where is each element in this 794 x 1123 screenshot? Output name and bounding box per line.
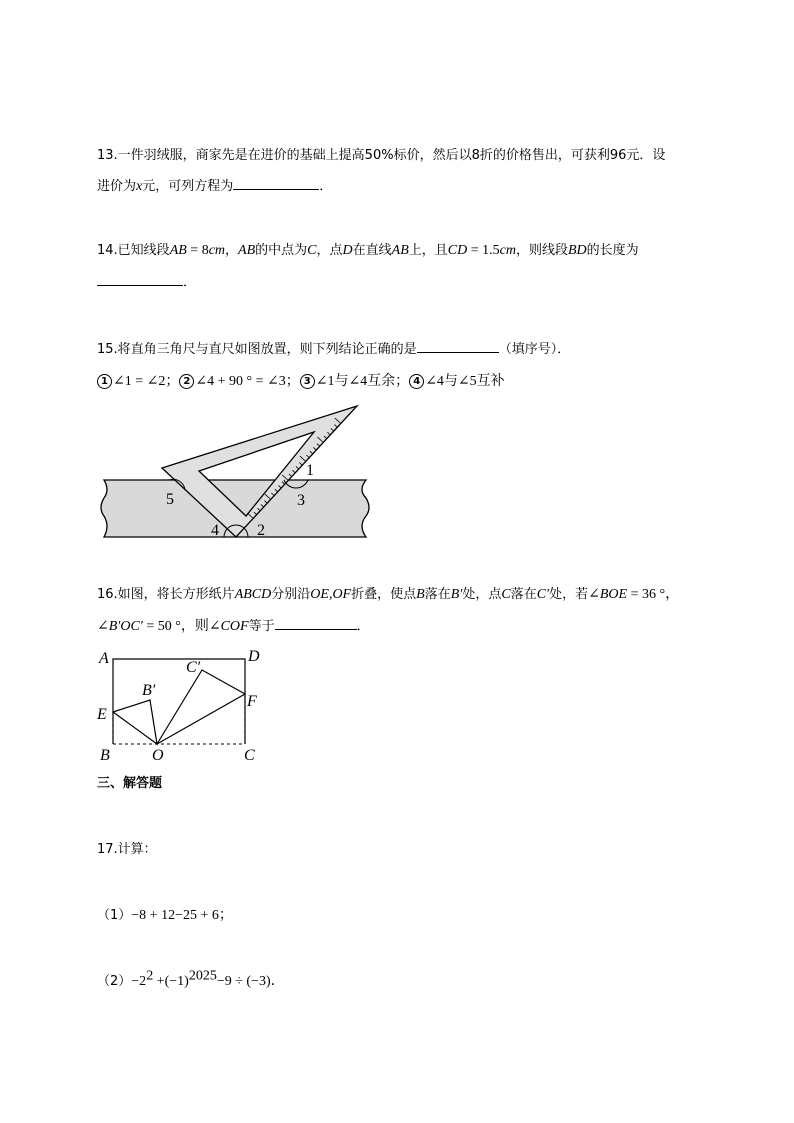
part-label: （1） [97, 908, 132, 923]
q16-math: ∠BOE [588, 587, 628, 602]
option-text: ∠4与∠5互补 [425, 374, 505, 389]
q16-text: 16.如图，将长方形纸片 [97, 587, 235, 602]
q14-math: D [342, 243, 353, 258]
q14-math: AB [238, 243, 256, 258]
q16-text: 处，点 [462, 587, 502, 602]
point-label-c-prime: C′ [186, 659, 201, 676]
q13-text: 元，可列方程为 [142, 179, 234, 194]
q14-text: 的长度为 [586, 243, 639, 258]
q13-text: 进价为 [97, 179, 137, 194]
answer-blank [97, 273, 183, 286]
exponent: 2 [146, 968, 154, 984]
q14-text: ， [225, 243, 239, 258]
point-label-f: F [247, 693, 257, 710]
q16-math: ∠COF [208, 619, 249, 634]
q14-line1 [97, 241, 639, 261]
point-label-b: B [100, 747, 110, 764]
option-text: ∠4 + 90 ° = ∠3； [195, 374, 300, 389]
part-label: （2） [97, 974, 132, 989]
point-label-d: D [248, 648, 260, 665]
q15-options [97, 372, 505, 392]
expression: −2 [131, 974, 147, 989]
q16-math: B′ [450, 587, 463, 602]
q15-text: 15.将直角三角尺与直尺如图放置，则下列结论正确的是 [97, 342, 417, 357]
q14-unit: cm [208, 243, 226, 258]
q16-math: ABCD [234, 587, 272, 602]
q16-text: 落在 [510, 587, 537, 602]
option-number: 4 [409, 374, 424, 389]
expression: −9 ÷ (−3)． [216, 974, 285, 989]
q14-math: = 8 [186, 243, 209, 258]
q16-math: = 50 °，则 [142, 619, 209, 634]
q16-math: OF [332, 587, 352, 602]
q16-text: 落在 [424, 587, 451, 602]
folded-flap-right [157, 670, 245, 744]
q16-text: 折叠，使点 [351, 587, 417, 602]
section-title: 三、解答题 [97, 776, 163, 791]
point-label-a: A [99, 650, 109, 667]
q14-text: ，则线段 [515, 243, 568, 258]
option-text: ∠1 = ∠2； [113, 374, 180, 389]
q13-line2 [97, 177, 332, 197]
angle-label-5: 5 [166, 491, 174, 508]
exponent: 2025 [188, 968, 217, 984]
option-text: ∠1与∠4互余； [315, 374, 410, 389]
q14-math: CD [447, 243, 468, 258]
q14-math: AB [169, 243, 187, 258]
folded-rectangle-figure [94, 645, 270, 767]
q14-line2 [97, 273, 196, 293]
q14-math: AB [391, 243, 409, 258]
ruler-triangle-figure [96, 400, 376, 542]
angle-label-1: 1 [306, 462, 314, 479]
q14-math: BD [568, 243, 587, 258]
point-label-o: O [152, 747, 164, 764]
q17-part1 [97, 906, 233, 926]
q15-line1 [97, 340, 570, 360]
q16-text: 处，若 [549, 587, 589, 602]
q14-text: 上，且 [408, 243, 448, 258]
q17-part2 [97, 968, 285, 992]
angle-label-2: 2 [257, 522, 265, 539]
answer-blank [275, 617, 357, 630]
q16-math: ∠B′OC′ [97, 619, 143, 634]
q14-text: 14.已知线段 [97, 243, 170, 258]
option-number: 1 [97, 374, 112, 389]
point-label-b-prime: B′ [142, 682, 156, 699]
q14-math: = 1.5 [467, 243, 500, 258]
q17-title: 17.计算： [97, 842, 157, 857]
q16-text: 分别沿 [271, 587, 311, 602]
q15-tail: （填序号）． [498, 342, 571, 357]
q16-math: C′ [536, 587, 550, 602]
angle-label-3: 3 [297, 492, 305, 509]
q16-line2 [97, 617, 370, 637]
q13-line1: 13.一件羽绒服，商家先是在进价的基础上提高50%标价，然后以8折的价格售出，可获利96元．设 [97, 148, 666, 163]
angle-label-4: 4 [211, 522, 219, 539]
option-number: 2 [179, 374, 194, 389]
point-label-c: C [244, 747, 255, 764]
q14-unit: cm [499, 243, 516, 258]
q16-math: OE [310, 587, 329, 602]
answer-blank [233, 177, 319, 190]
q14-text: ，点 [316, 243, 343, 258]
point-label-e: E [97, 706, 107, 723]
q16-math: = 36 °， [627, 587, 680, 602]
q14-text: 在直线 [352, 243, 392, 258]
q16-text: 等于 [248, 619, 275, 634]
expression: +(−1) [153, 974, 189, 989]
q16-math: , [328, 587, 333, 602]
q14-math: C [307, 243, 317, 258]
q16-end: ． [356, 619, 370, 634]
q16-line1 [97, 585, 679, 605]
folded-flap-left [113, 700, 157, 744]
answer-blank [417, 340, 499, 353]
option-number: 3 [300, 374, 315, 389]
q16-math: C [501, 587, 511, 602]
q13-end: ． [319, 179, 333, 194]
q14-end: ． [183, 275, 197, 290]
q16-math: B [416, 587, 425, 602]
q14-text: 的中点为 [255, 243, 308, 258]
expression: −8 + 12−25 + 6； [131, 908, 233, 923]
q13-var-x: x [136, 179, 143, 194]
